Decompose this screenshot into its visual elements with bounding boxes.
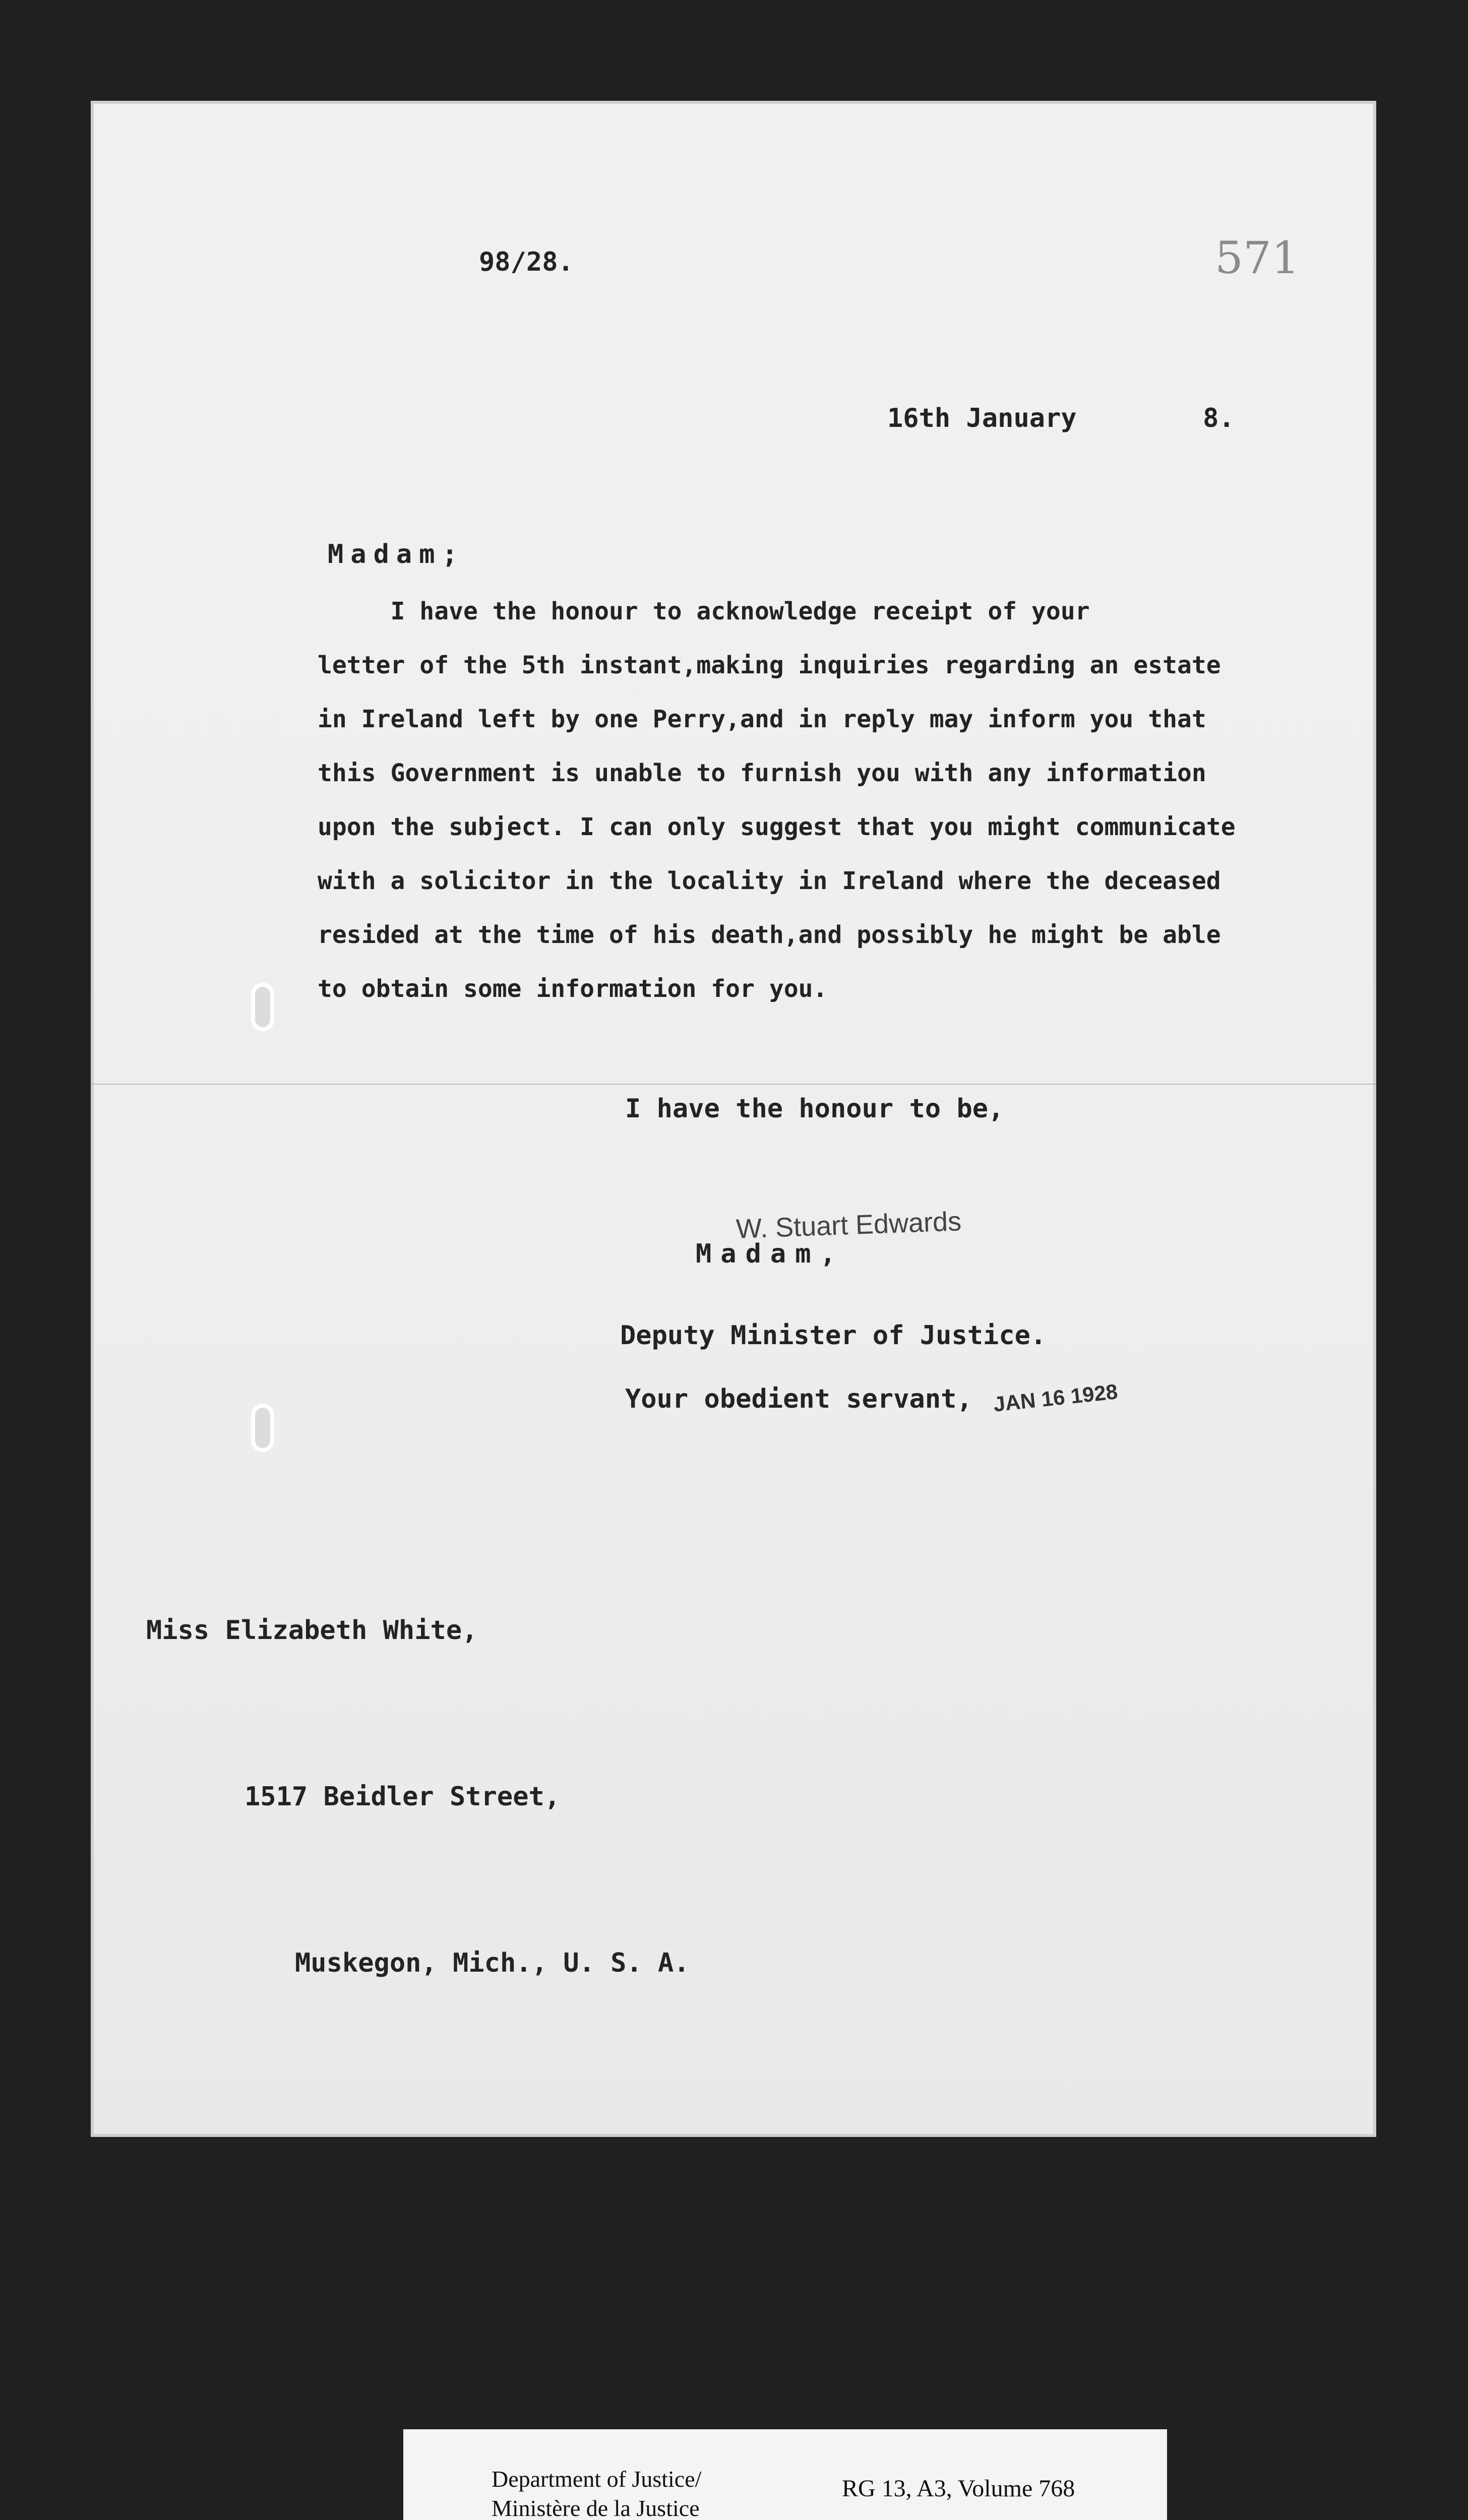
body-line: upon the subject. I can only suggest that you might communicate xyxy=(318,813,1236,841)
archive-reference-label xyxy=(403,2429,1167,2520)
letter-date: 16th January 8. xyxy=(887,403,1235,433)
page-number: 571 xyxy=(1215,232,1300,284)
recipient-street: 1517 Beidler Street, xyxy=(244,1782,561,1812)
body-line: to obtain some information for you. xyxy=(318,975,828,1003)
body-line: resided at the time of his death,and possibly he might be able xyxy=(318,921,1221,949)
recipient-city: Muskegon, Mich., U. S. A. xyxy=(295,1948,690,1978)
closing-madam: Madam, xyxy=(696,1239,845,1269)
body-line: in Ireland left by one Perry,and in reply may inform you that xyxy=(318,705,1206,733)
date-received-stamp: JAN 16 1928 xyxy=(992,1379,1119,1416)
letter-body xyxy=(318,585,1401,1016)
department-en: Department of Justice/ xyxy=(492,2466,702,2492)
punch-hole xyxy=(251,1404,274,1452)
record-group-reference: RG 13, A3, Volume 768 xyxy=(842,2475,1075,2502)
closing-line: I have the honour to be, xyxy=(625,1094,1004,1124)
body-line: this Government is unable to furnish you with any information xyxy=(318,759,1206,787)
department-name xyxy=(492,2465,701,2520)
recipient-address xyxy=(146,1492,690,2102)
file-reference: 98/28. xyxy=(479,247,574,277)
letter-page xyxy=(91,101,1376,2137)
letter-closing xyxy=(625,988,1004,1520)
body-line: I have the honour to acknowledge receipt of your xyxy=(318,597,1090,625)
salutation: Madam; xyxy=(328,539,465,570)
punch-hole xyxy=(251,983,274,1031)
body-line: letter of the 5th instant,making inquiries regarding an estate xyxy=(318,651,1221,679)
department-fr: Ministère de la Justice xyxy=(492,2495,700,2520)
recipient-name: Miss Elizabeth White, xyxy=(146,1615,478,1646)
body-line: with a solicitor in the locality in Ireland where the deceased xyxy=(318,867,1221,895)
signer-title: Deputy Minister of Justice. xyxy=(620,1320,1047,1351)
signature: W. Stuart Edwards xyxy=(736,1206,962,1244)
closing-line: Your obedient servant, xyxy=(625,1384,972,1414)
